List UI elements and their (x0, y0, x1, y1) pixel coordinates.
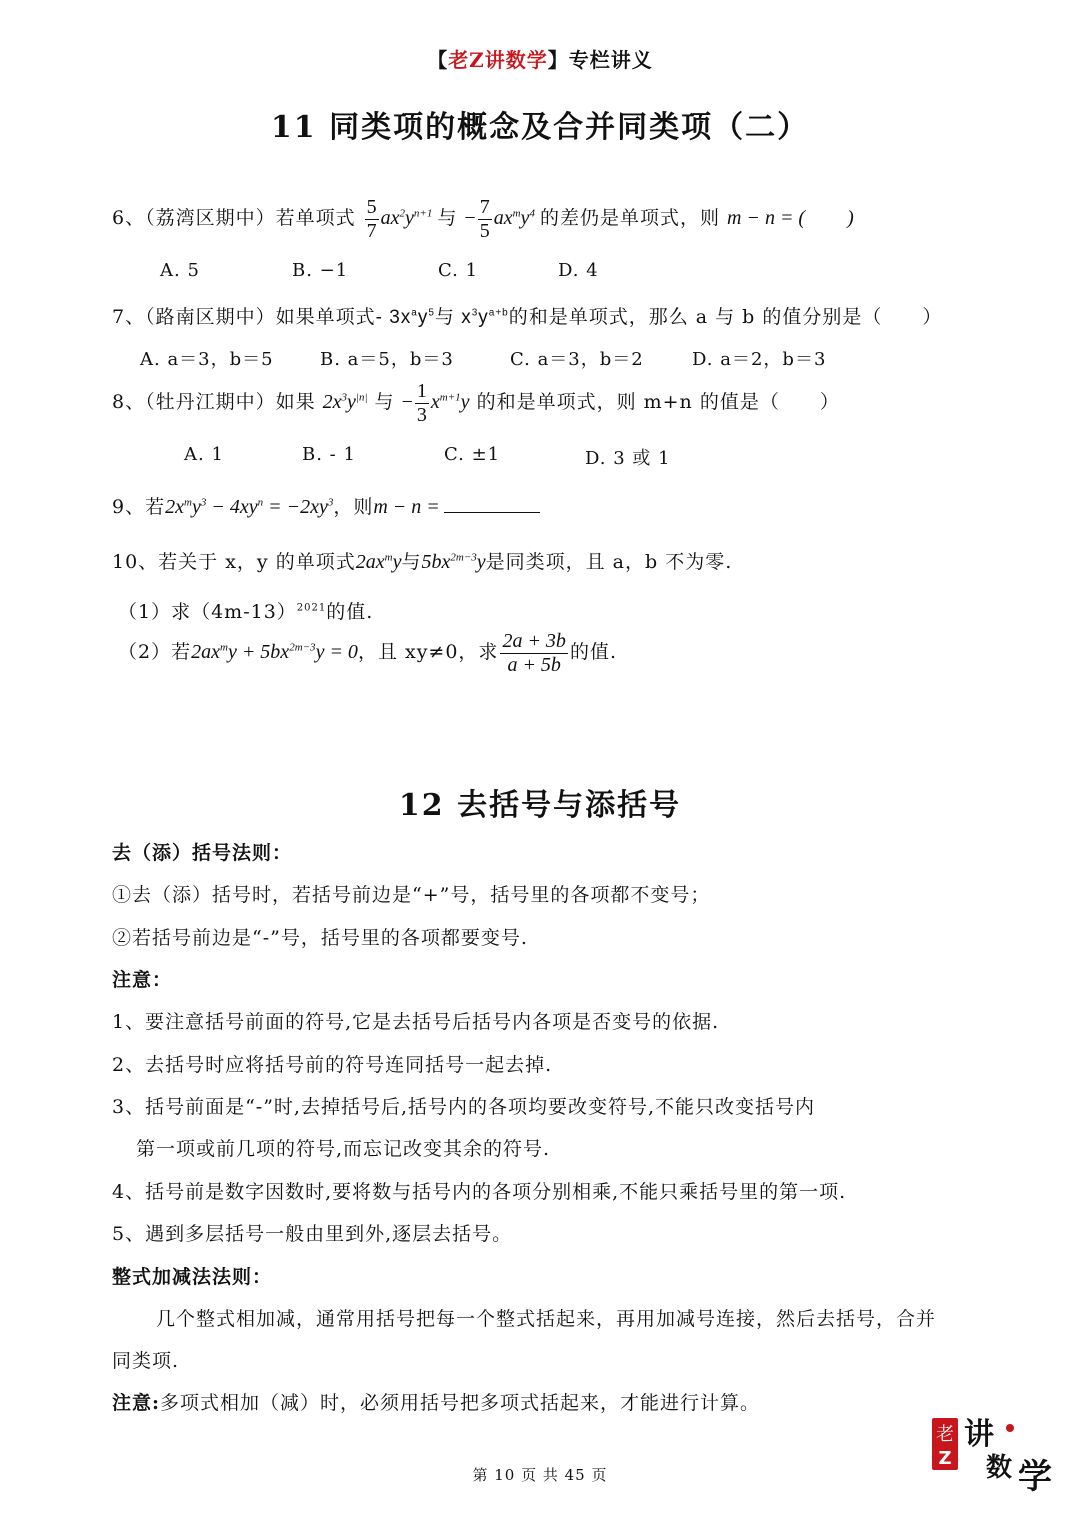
q6-term1-ysup: n+1 (413, 207, 433, 220)
q9-suffix: ，则 (333, 496, 374, 518)
q6-suffix: 的差仍是单项式，则 (539, 207, 720, 230)
addsub-note (112, 1388, 760, 1415)
q9-prefix: 9、若 (112, 496, 166, 518)
q10-suffix: 是同类项，且 a，b 不为零. (485, 551, 733, 573)
q9-c-sup: n (257, 496, 264, 509)
q7-term1: - 3x (375, 307, 412, 328)
q7-mid: 与 (434, 306, 455, 328)
q6-term1: ax (380, 207, 400, 230)
q6-options (0, 260, 1080, 284)
q8-frac-sign: − (401, 391, 413, 414)
q10-p2-frac-den: a + 5b (507, 654, 561, 676)
q10-mid: 与 (401, 551, 422, 573)
q7-term2: x (461, 307, 472, 328)
note-1: 1、要注意括号前面的符号,它是去括号后括号内各项是否变号的依据. (112, 1011, 720, 1033)
q7-option-a: A. a＝3，b＝5 (140, 349, 274, 370)
addsub-note-text: 多项式相加（减）时，必须用括号把多项式括起来，才能进行计算。 (160, 1392, 761, 1414)
q7-term2-sup1: 3 (471, 307, 479, 319)
logo-dot (1006, 1424, 1014, 1432)
logo-char-3: 学 (1018, 1457, 1052, 1494)
q8-term1-sup2: |n| (355, 391, 368, 404)
addsub-note-label: 注意: (112, 1392, 161, 1414)
q7-term1-sup1: a (411, 307, 418, 319)
q8-frac-num: 1 (416, 380, 427, 402)
q10-prefix: 10、若关于 x，y 的单项式 (112, 551, 356, 573)
q10-term2: 5bx (421, 551, 451, 573)
q6-term2-ysup: 4 (529, 207, 535, 220)
logo-char-1: 讲 (964, 1417, 994, 1452)
q6-frac2-den: 5 (479, 220, 490, 242)
q6-option-d: D. 4 (558, 260, 599, 281)
header-column: 专栏讲义 (568, 48, 653, 72)
section-title-12: 12 去括号与添括号 (398, 788, 682, 823)
logo-char-2: 数 (986, 1453, 1013, 1483)
q7-option-d: D. a＝2，b＝3 (692, 349, 827, 370)
q9-answer-blank[interactable] (444, 494, 540, 513)
q10-p2-a: 2ax (191, 641, 220, 664)
q10-p2-suffix: 的值. (569, 641, 617, 664)
logo-seal-top: 老 (936, 1424, 954, 1445)
q10-term2-y: y (476, 551, 486, 573)
header-brand: 老Z讲数学 (448, 48, 548, 72)
q10-p2-b: y + 5bx (227, 641, 290, 664)
rule-1: ①去（添）括号时，若括号前边是“+”号，括号里的各项都不变号； (112, 884, 711, 906)
q8-term2: x (430, 391, 440, 414)
q10-p1-prefix: （1）求（4m-13） (118, 601, 297, 623)
q10-p2-a-sup: m (219, 641, 228, 654)
q6-frac1-num: 5 (366, 196, 377, 218)
q9-expr: m − n = (373, 496, 440, 518)
q9-b-sup: 3 (200, 496, 207, 509)
q6-term1-sup: 2 (399, 207, 406, 220)
addsub-heading: 整式加减法法则： (112, 1266, 273, 1288)
header-bracket-close: 】 (547, 48, 569, 72)
q10-term1: 2ax (355, 551, 385, 573)
q6-option-c: C. 1 (438, 260, 479, 281)
q10-part-2 (118, 630, 617, 677)
addsub-line-1: 几个整式相加减，通常用括号把每一个整式括起来，再用加减号连接，然后去括号，合并 (156, 1308, 937, 1330)
note-5: 5、遇到多层括号一般由里到外,逐层去括号。 (112, 1223, 513, 1245)
q7-suffix: 的和是单项式，那么 a 与 b 的值分别是（ ） (508, 306, 943, 328)
q10-term1-y: y (392, 551, 402, 573)
q10-part-1 (118, 597, 373, 624)
q9-a-sup: m (183, 496, 192, 509)
rule-2: ②若括号前边是“-”号，括号里的各项都要变号. (112, 927, 528, 949)
q8-prefix: 8、（牡丹江期中）如果 (112, 391, 316, 414)
q7-option-b: B. a＝5，b＝3 (320, 349, 454, 370)
q8-mid: 与 (374, 391, 395, 414)
q10-p1-sup: 2021 (296, 602, 327, 614)
q6-term2: ax (493, 207, 513, 230)
question-6 (112, 196, 854, 243)
question-9 (112, 492, 540, 519)
q8-term2-sup: m+1 (439, 391, 461, 404)
q10-p2-frac-num: 2a + 3b (502, 630, 566, 652)
q9-d-sup: 3 (327, 496, 334, 509)
q7-term2-sup2: a+b (488, 307, 509, 319)
q7-term2-y: y (478, 307, 489, 328)
question-7 (112, 302, 942, 329)
note-3-line-1: 3、括号前面是“-”时,去掉括号后,括号内的各项均要改变符号,不能只改变括号内 (112, 1096, 816, 1118)
q10-p2-b-sup: 2m−3 (289, 641, 316, 654)
q7-options (0, 345, 1080, 369)
q7-prefix: 7、（路南区期中）如果单项式 (112, 306, 376, 328)
q10-term2-sup: 2m−3 (450, 551, 477, 564)
question-10 (112, 547, 732, 574)
question-8 (112, 380, 840, 427)
q8-term1-y: y (347, 391, 356, 414)
q8-term1-sup1: 3 (341, 391, 348, 404)
q7-term1-sup2: 5 (428, 307, 435, 319)
note-4: 4、括号前是数字因数时,要将数与括号内的各项分别相乘,不能只乘括号里的第一项. (112, 1181, 847, 1203)
q10-p1-suffix: 的值. (326, 601, 374, 623)
q6-mid: 与 (437, 207, 458, 230)
header-bracket-open: 【 (427, 48, 449, 72)
page-header (0, 44, 1080, 73)
q10-term1-sup: m (384, 551, 393, 564)
q6-prefix: 6、（荔湾区期中）若单项式 (112, 207, 356, 230)
q8-option-a: A. 1 (184, 444, 224, 465)
q6-paren-close: ) (847, 207, 854, 230)
q8-options (0, 444, 1080, 468)
brand-logo-svg (928, 1414, 1058, 1494)
q8-option-c: C. ±1 (444, 444, 501, 465)
q8-term1: 2x (322, 391, 342, 414)
q6-term2-sup: m (512, 207, 521, 220)
logo-seal-bottom: Z (938, 1448, 952, 1469)
q6-option-a: A. 5 (160, 260, 200, 281)
note-2: 2、去括号时应将括号前的符号连同括号一起去掉. (112, 1054, 553, 1076)
note-3-line-2: 第一项或前几项的符号,而忘记改变其余的符号. (136, 1138, 551, 1160)
rules-heading: 去（添）括号法则： (112, 842, 293, 864)
q6-expr: m − n = ( (727, 207, 806, 230)
page-footer: 第 10 页 共 45 页 (472, 1466, 608, 1484)
q8-suffix: 的和是单项式，则 m+n 的值是（ ） (476, 391, 840, 414)
q9-a: 2x (165, 496, 184, 518)
q9-b: y (191, 496, 201, 518)
q9-c: − 4xy (206, 496, 258, 518)
q10-p2-mid: ，且 xy≠0，求 (357, 641, 499, 664)
q6-option-b: B. −1 (292, 260, 349, 281)
q10-p2-prefix: （2）若 (118, 641, 192, 664)
q8-frac-den: 3 (416, 404, 427, 426)
q6-frac2-num: 7 (479, 196, 490, 218)
q8-term2-y: y (460, 391, 470, 414)
notes-heading: 注意： (112, 969, 173, 991)
q8-option-b: B. - 1 (302, 444, 356, 465)
q7-term1-y: y (417, 307, 429, 328)
q10-p2-c: y = 0 (315, 641, 358, 664)
addsub-line-2: 同类项. (112, 1350, 180, 1372)
q7-option-c: C. a＝3，b＝2 (510, 349, 644, 370)
brand-logo (928, 1414, 1058, 1494)
section-title-11: 11 同类项的概念及合并同类项（二） (270, 110, 810, 145)
q8-option-d: D. 3 或 1 (585, 448, 671, 469)
q6-frac1-den: 7 (366, 220, 377, 242)
q9-d: = −2xy (263, 496, 328, 518)
q6-term2-y: y (520, 207, 530, 230)
q6-term1-y: y (405, 207, 414, 230)
q6-frac2-sign: − (464, 207, 476, 230)
